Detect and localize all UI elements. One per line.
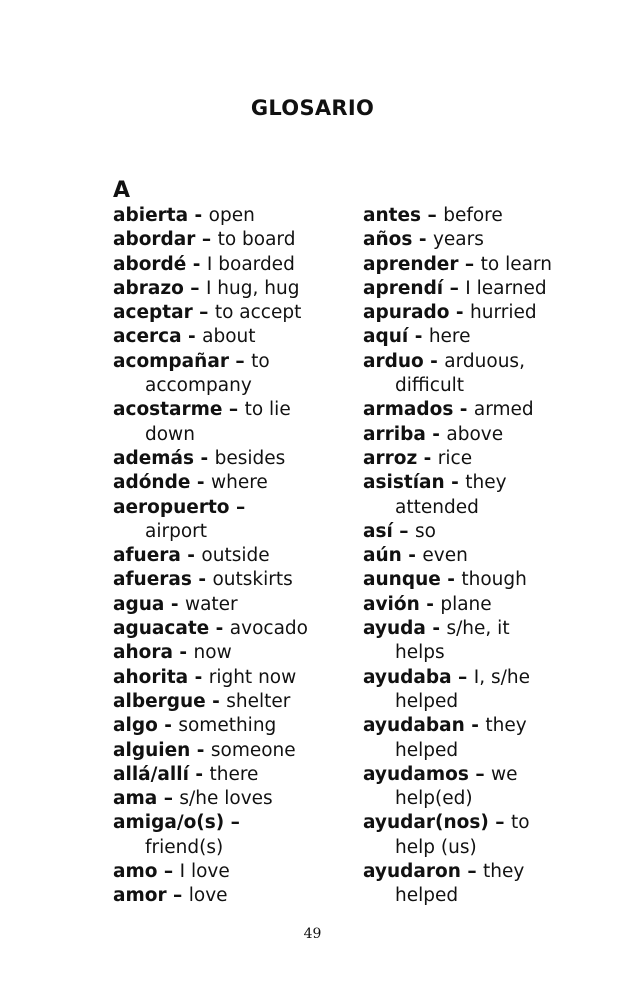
entry-term: aprender bbox=[363, 253, 459, 275]
entry-definition: here bbox=[428, 326, 471, 348]
entry-definition-continued: attended bbox=[395, 496, 479, 518]
entry-definition: to learn bbox=[480, 253, 552, 275]
glossary-entry bbox=[113, 350, 343, 399]
entry-definition: to board bbox=[217, 229, 296, 251]
entry-line bbox=[363, 763, 603, 787]
entry-line bbox=[363, 350, 603, 374]
entry-separator: - bbox=[425, 423, 447, 445]
entry-definition: besides bbox=[214, 447, 286, 469]
entry-separator: – bbox=[224, 812, 240, 834]
glossary-entry bbox=[113, 714, 343, 738]
entry-definition: they bbox=[485, 715, 527, 737]
entry-line bbox=[363, 325, 603, 349]
glossary-entry bbox=[113, 787, 343, 811]
entry-definition: love bbox=[188, 885, 228, 907]
entry-term: aeropuerto bbox=[113, 496, 230, 518]
entry-definition: hurried bbox=[470, 302, 537, 324]
entry-line bbox=[113, 739, 343, 763]
glossary-entry bbox=[113, 860, 343, 884]
glossary-entry bbox=[113, 471, 343, 495]
entry-term: ahora bbox=[113, 642, 173, 664]
entry-definition: open bbox=[208, 205, 255, 226]
entry-term: aunque bbox=[363, 569, 441, 591]
glossary-entry bbox=[363, 520, 603, 544]
entry-line bbox=[113, 447, 343, 471]
entry-line bbox=[113, 714, 343, 738]
entry-term: arroz bbox=[363, 447, 418, 469]
entry-line bbox=[363, 714, 603, 738]
entry-separator: - bbox=[186, 253, 207, 275]
entry-definition: to bbox=[251, 350, 270, 372]
entry-line bbox=[363, 423, 603, 447]
entry-separator: – bbox=[183, 277, 206, 299]
entry-separator: - bbox=[449, 302, 471, 324]
glossary-entry bbox=[363, 301, 603, 325]
entry-definition: to bbox=[510, 812, 530, 834]
entry-definition: we bbox=[491, 763, 518, 785]
entry-definition: avocado bbox=[229, 618, 308, 640]
entry-term: ahorita bbox=[113, 666, 189, 688]
entry-separator: – bbox=[229, 496, 246, 518]
entry-line bbox=[363, 860, 603, 884]
entry-line bbox=[363, 228, 603, 252]
entry-definition-continued: help (us) bbox=[395, 836, 477, 858]
entry-line bbox=[113, 301, 343, 325]
entry-definition: outskirts bbox=[212, 569, 293, 591]
glossary-entry bbox=[363, 398, 603, 422]
entry-term: arduo bbox=[363, 350, 424, 372]
entry-separator: - bbox=[205, 690, 227, 712]
entry-definition: rice bbox=[437, 447, 473, 469]
glossary-entry bbox=[113, 763, 343, 787]
entry-line bbox=[363, 593, 603, 617]
entry-definition: even bbox=[422, 545, 468, 567]
glossary-entry bbox=[113, 811, 343, 860]
entry-term: aún bbox=[363, 545, 402, 567]
entry-term: abierta bbox=[113, 205, 189, 226]
entry-definition: there bbox=[209, 763, 259, 785]
entry-separator: - bbox=[194, 447, 215, 469]
entry-separator: - bbox=[419, 593, 441, 615]
entry-term: arriba bbox=[363, 423, 426, 445]
entry-definition: I love bbox=[179, 861, 230, 883]
entry-term: albergue bbox=[113, 690, 206, 712]
entry-term: ayudar(nos) bbox=[363, 812, 489, 834]
entry-line bbox=[363, 568, 603, 592]
entry-line bbox=[363, 617, 603, 641]
entry-line bbox=[113, 666, 343, 690]
entry-definition-continued: help(ed) bbox=[395, 788, 473, 810]
entry-line bbox=[113, 811, 343, 835]
entry-line bbox=[363, 204, 603, 228]
glossary-entry bbox=[113, 617, 343, 641]
entry-line bbox=[113, 763, 343, 787]
entry-term: acompañar bbox=[113, 350, 229, 372]
entry-separator: - bbox=[444, 472, 466, 494]
entry-definition-continued: friend(s) bbox=[145, 836, 224, 858]
entry-separator: - bbox=[401, 545, 423, 567]
entry-separator: – bbox=[392, 520, 415, 542]
entry-definition-continued: helped bbox=[395, 690, 459, 712]
entry-separator: – bbox=[468, 763, 492, 785]
entry-line bbox=[113, 325, 343, 349]
entry-definition: about bbox=[202, 326, 256, 348]
entry-term: acerca bbox=[113, 326, 182, 348]
entry-line bbox=[113, 593, 343, 617]
glossary-entry bbox=[113, 253, 343, 277]
entry-line bbox=[363, 301, 603, 325]
entry-line bbox=[113, 568, 343, 592]
entry-separator: - bbox=[188, 763, 210, 785]
glossary-entry bbox=[363, 350, 603, 399]
glossary-entry bbox=[363, 811, 603, 860]
entry-term: años bbox=[363, 229, 413, 251]
entry-line bbox=[113, 860, 343, 884]
entry-line bbox=[113, 228, 343, 252]
entry-term: ama bbox=[113, 788, 158, 810]
glossary-entry bbox=[113, 325, 343, 349]
entry-separator: - bbox=[191, 569, 213, 591]
entry-definition-continued: airport bbox=[145, 520, 208, 542]
entry-line bbox=[113, 690, 343, 714]
entry-line bbox=[363, 811, 603, 835]
glossary-entry bbox=[113, 568, 343, 592]
entry-definition: I hug, hug bbox=[205, 277, 300, 299]
entry-line bbox=[113, 277, 343, 301]
entry-definition: I learned bbox=[465, 277, 547, 299]
entry-line bbox=[113, 253, 343, 277]
entry-separator: – bbox=[421, 205, 444, 226]
glossary-entry bbox=[113, 739, 343, 763]
entry-term: abrazo bbox=[113, 277, 184, 299]
entry-term: aprendí bbox=[363, 277, 444, 299]
entry-term: ayudaban bbox=[363, 715, 465, 737]
glossary-entry bbox=[113, 641, 343, 665]
glossary-entry bbox=[113, 884, 343, 908]
entry-definition: they bbox=[483, 861, 525, 883]
entry-term: asistían bbox=[363, 472, 445, 494]
glossary-entry bbox=[363, 763, 603, 812]
entry-separator: – bbox=[451, 666, 474, 688]
entry-separator: - bbox=[425, 618, 447, 640]
entry-term: amiga/o(s) bbox=[113, 812, 225, 834]
entry-separator: - bbox=[180, 545, 202, 567]
entry-term: amor bbox=[113, 885, 167, 907]
entry-definition: I, s/he bbox=[473, 666, 530, 688]
entry-line bbox=[113, 617, 343, 641]
page-number: 49 bbox=[303, 926, 322, 942]
glossary-entry bbox=[363, 447, 603, 471]
entry-definition: arduous, bbox=[444, 350, 525, 372]
glossary-entry bbox=[363, 471, 603, 520]
entry-line bbox=[113, 884, 343, 908]
entry-term: agua bbox=[113, 593, 165, 615]
entry-separator: - bbox=[412, 229, 433, 251]
entry-line bbox=[113, 787, 343, 811]
entry-term: acostarme bbox=[113, 399, 223, 421]
entry-separator: – bbox=[195, 229, 218, 251]
entry-definition-continued: helped bbox=[395, 885, 459, 907]
entry-term: alguien bbox=[113, 739, 191, 761]
glossary-entry bbox=[363, 666, 603, 715]
entry-term: aceptar bbox=[113, 302, 193, 324]
glossary-entry bbox=[363, 228, 603, 252]
entry-term: afueras bbox=[113, 569, 192, 591]
entry-line bbox=[113, 544, 343, 568]
entry-definition: though bbox=[461, 569, 527, 591]
entry-separator: - bbox=[181, 326, 203, 348]
glossary-entry bbox=[363, 325, 603, 349]
entry-line bbox=[363, 398, 603, 422]
entry-separator: - bbox=[464, 715, 486, 737]
glossary-entry bbox=[113, 593, 343, 617]
entry-definition: outside bbox=[201, 545, 270, 567]
entry-term: afuera bbox=[113, 545, 181, 567]
entry-line bbox=[113, 398, 343, 422]
entry-separator: - bbox=[188, 205, 209, 226]
entry-line bbox=[113, 496, 343, 520]
entry-term: ayudaron bbox=[363, 861, 461, 883]
entry-term: apurado bbox=[363, 302, 450, 324]
entry-term: aquí bbox=[363, 326, 409, 348]
entry-separator: - bbox=[157, 715, 179, 737]
entry-definition: they bbox=[465, 472, 507, 494]
entry-line bbox=[363, 666, 603, 690]
entry-separator: – bbox=[460, 861, 484, 883]
glossary-entry bbox=[363, 544, 603, 568]
entry-term: además bbox=[113, 447, 195, 469]
glossary-entry bbox=[363, 860, 603, 909]
entry-definition: to lie bbox=[244, 399, 291, 421]
entry-line bbox=[113, 471, 343, 495]
entry-definition: right now bbox=[208, 666, 297, 688]
entry-separator: - bbox=[172, 642, 194, 664]
entry-separator: - bbox=[188, 666, 209, 688]
entry-line bbox=[363, 253, 603, 277]
entry-separator: – bbox=[488, 812, 511, 834]
entry-definition: so bbox=[414, 520, 436, 542]
entry-definition: something bbox=[178, 715, 277, 737]
entry-definition: above bbox=[446, 423, 504, 445]
entry-separator: - bbox=[190, 739, 211, 761]
entry-term: adónde bbox=[113, 472, 191, 494]
glossary-entry bbox=[363, 568, 603, 592]
entry-term: así bbox=[363, 520, 393, 542]
page-title: GLOSARIO bbox=[250, 96, 375, 120]
entry-separator: - bbox=[423, 350, 445, 372]
entry-term: abordé bbox=[113, 253, 187, 275]
glossary-entry bbox=[113, 447, 343, 471]
glossary-entry bbox=[113, 690, 343, 714]
entry-separator: - bbox=[190, 472, 211, 494]
entry-separator: – bbox=[458, 253, 481, 275]
entry-definition: I boarded bbox=[206, 253, 295, 275]
glossary-entry bbox=[113, 544, 343, 568]
entry-definition: water bbox=[184, 593, 238, 615]
entry-line bbox=[363, 277, 603, 301]
entry-separator: - bbox=[164, 593, 185, 615]
entry-definition-continued: helps bbox=[395, 642, 445, 664]
entry-definition: plane bbox=[440, 593, 492, 615]
entry-definition: now bbox=[193, 642, 232, 664]
entry-definition-continued: accompany bbox=[145, 375, 252, 397]
entry-term: ayuda bbox=[363, 618, 426, 640]
entry-line bbox=[363, 544, 603, 568]
section-letter: A bbox=[113, 178, 131, 203]
entry-definition: armed bbox=[473, 399, 534, 421]
entry-term: allá/allí bbox=[113, 763, 189, 785]
entry-separator: – bbox=[443, 277, 466, 299]
entry-definition: shelter bbox=[226, 690, 291, 712]
entry-separator: - bbox=[408, 326, 429, 348]
entry-line bbox=[363, 520, 603, 544]
entry-definition: where bbox=[210, 472, 268, 494]
entry-term: amo bbox=[113, 861, 158, 883]
entry-term: antes bbox=[363, 205, 422, 226]
entry-term: abordar bbox=[113, 229, 196, 251]
entry-definition: before bbox=[443, 205, 503, 226]
entry-separator: – bbox=[192, 302, 215, 324]
glossary-entry bbox=[113, 301, 343, 325]
glossary-entry bbox=[113, 277, 343, 301]
entry-separator: – bbox=[228, 350, 252, 372]
entry-definition: to accept bbox=[214, 302, 302, 324]
glossary-entry bbox=[113, 398, 343, 447]
entry-separator: – bbox=[166, 885, 189, 907]
glossary-entry bbox=[363, 277, 603, 301]
glossary-entry bbox=[363, 593, 603, 617]
entry-separator: - bbox=[417, 447, 438, 469]
entry-separator: – bbox=[157, 861, 180, 883]
glossary-entry bbox=[113, 496, 343, 545]
entry-separator: – bbox=[157, 788, 180, 810]
glossary-entry bbox=[113, 666, 343, 690]
glossary-entry bbox=[363, 204, 603, 228]
entry-definition: someone bbox=[210, 739, 296, 761]
glossary-entry bbox=[113, 204, 343, 228]
entry-separator: - bbox=[440, 569, 462, 591]
entry-separator: - bbox=[453, 399, 474, 421]
entry-line bbox=[113, 641, 343, 665]
entry-line bbox=[113, 350, 343, 374]
entry-line bbox=[363, 471, 603, 495]
entry-definition-continued: helped bbox=[395, 739, 459, 761]
glossary-column-left bbox=[113, 204, 343, 909]
glossary-entry bbox=[363, 423, 603, 447]
glossary-entry bbox=[113, 228, 343, 252]
entry-term: ayudamos bbox=[363, 763, 469, 785]
entry-definition: s/he, it bbox=[446, 618, 510, 640]
entry-term: aguacate bbox=[113, 618, 210, 640]
entry-term: ayudaba bbox=[363, 666, 452, 688]
entry-definition-continued: down bbox=[145, 423, 195, 445]
entry-term: algo bbox=[113, 715, 158, 737]
entry-term: armados bbox=[363, 399, 454, 421]
glossary-entry bbox=[363, 253, 603, 277]
entry-definition-continued: difficult bbox=[395, 375, 465, 397]
glossary-entry bbox=[363, 617, 603, 666]
entry-term: avión bbox=[363, 593, 420, 615]
entry-separator: - bbox=[209, 618, 230, 640]
entry-line bbox=[113, 204, 343, 228]
entry-separator: – bbox=[222, 399, 245, 421]
glossary-entry bbox=[363, 714, 603, 763]
entry-line bbox=[363, 447, 603, 471]
entry-definition: s/he loves bbox=[179, 788, 273, 810]
entry-definition: years bbox=[432, 229, 484, 251]
glossary-column-right bbox=[363, 204, 603, 909]
